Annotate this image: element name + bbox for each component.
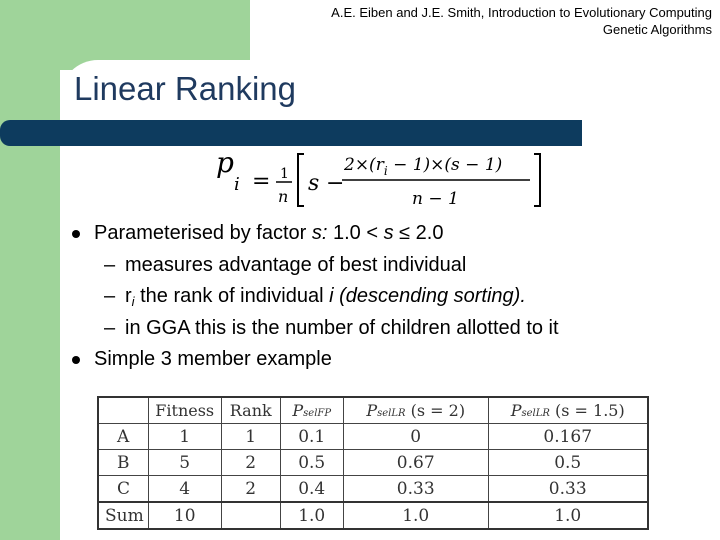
header-credit [331, 4, 712, 38]
title-underline-bar [0, 120, 582, 146]
selection-probability-table [97, 396, 649, 530]
sub-bullet-dash: – [104, 285, 116, 307]
table-header-row: Fitness Rank PselFP PselLR (s = 2) PselLR (s = 1.5) [98, 397, 648, 424]
linear-ranking-formula [212, 146, 552, 214]
formula-s: s [308, 171, 320, 196]
table-row: A 1 1 0.1 0 0.167 [98, 424, 648, 450]
formula-p-sub: i [234, 174, 240, 195]
bullet-dot [72, 230, 80, 238]
formula-n: n [278, 187, 289, 206]
formula-eq: = [252, 169, 271, 194]
table-row: C 4 2 0.4 0.33 0.33 [98, 476, 648, 503]
header-credit-line2: Genetic Algorithms [602, 22, 712, 37]
bullet-dot [72, 356, 80, 364]
table-sum-row: Sum 10 1.0 1.0 1.0 [98, 502, 648, 529]
formula-denominator: n − 1 [412, 189, 459, 209]
slide-title: Linear Ranking [74, 70, 296, 107]
formula-one: 1 [280, 166, 289, 182]
formula-numerator: $2\times(r_i - 1)\times(s - 1)$ [344, 155, 503, 178]
table-row: B 5 2 0.5 0.67 0.5 [98, 450, 648, 476]
header-credit-line1: A.E. Eiben and J.E. Smith, Introduction to Evolutionary Computing [331, 5, 712, 20]
left-accent-band [0, 0, 60, 540]
formula-p: p [216, 146, 234, 179]
formula-minus: − [326, 171, 345, 196]
sub-bullet-dash: – [104, 316, 116, 339]
sub-bullet-dash: – [104, 253, 116, 276]
formula-right-bracket [534, 154, 540, 206]
formula-left-bracket [298, 154, 304, 206]
